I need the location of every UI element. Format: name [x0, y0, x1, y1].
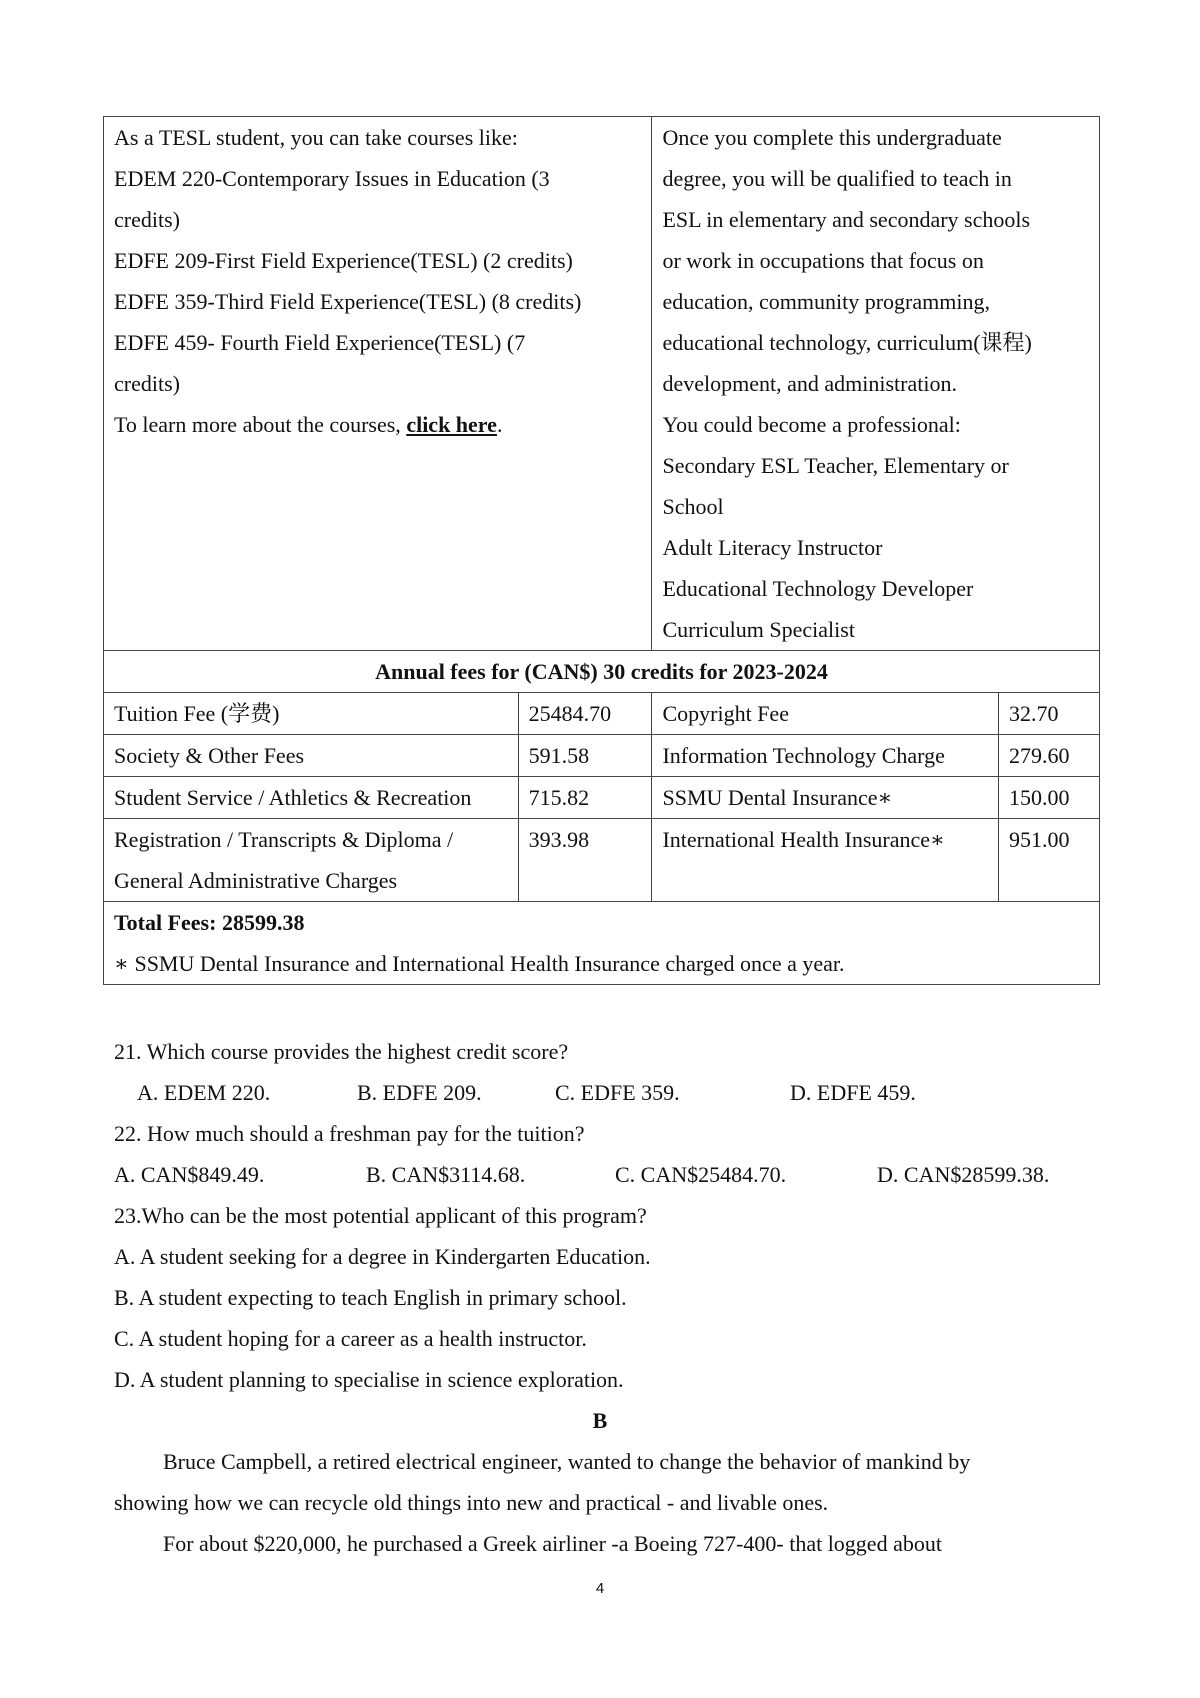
courses-line: EDFE 359-Third Field Experience(TESL) (8 credits) — [114, 289, 582, 314]
courses-line: EDFE 459- Fourth Field Experience(TESL) (7 — [114, 330, 526, 355]
q23-option-d: D. A student planning to specialise in science exploration. — [114, 1367, 624, 1392]
passage-b-line: For about $220,000, he purchased a Greek airliner -a Boeing 727-400- that logged about — [163, 1531, 942, 1556]
fee-label: Information Technology Charge — [652, 735, 999, 777]
fee-value: 591.58 — [518, 735, 652, 777]
q21-option-b: B. EDFE 209. — [357, 1080, 482, 1105]
fees-total-cell — [104, 902, 1100, 985]
careers-line: degree, you will be qualified to teach in — [662, 166, 1012, 191]
fees-title-row — [104, 651, 1100, 693]
courses-cell — [104, 117, 652, 651]
total-fees: Total Fees: 28599.38 — [114, 910, 305, 935]
q22-option-c: C. CAN$25484.70. — [615, 1162, 787, 1187]
careers-line: development, and administration. — [662, 371, 957, 396]
careers-line: School — [662, 494, 724, 519]
learn-more-prefix: To learn more about the courses, — [114, 412, 407, 437]
question-23: 23.Who can be the most potential applicant of this program? — [114, 1203, 647, 1228]
q21-option-a: A. EDEM 220. — [137, 1080, 271, 1105]
question-21: 21. Which course provides the highest credit score? — [114, 1039, 569, 1064]
fee-value: 25484.70 — [518, 693, 652, 735]
q23-option-b: B. A student expecting to teach English in primary school. — [114, 1285, 627, 1310]
click-here-link[interactable]: click here — [406, 412, 497, 437]
fee-row — [104, 735, 1100, 777]
courses-careers-row — [104, 117, 1100, 651]
fee-value: 32.70 — [999, 693, 1100, 735]
passage-b-line: showing how we can recycle old things into new and practical - and livable ones. — [114, 1490, 829, 1515]
careers-line: Educational Technology Developer — [662, 576, 974, 601]
program-info-table — [103, 116, 1100, 985]
insurance-footnote: ∗ SSMU Dental Insurance and International Health Insurance charged once a year. — [114, 951, 845, 976]
q23-option-a: A. A student seeking for a degree in Kindergarten Education. — [114, 1244, 651, 1269]
passage-b-line: Bruce Campbell, a retired electrical engineer, wanted to change the behavior of mankind by — [163, 1449, 971, 1474]
fee-value: 715.82 — [518, 777, 652, 819]
fee-label-line: Registration / Transcripts & Diploma / — [114, 827, 454, 852]
fee-label: Student Service / Athletics & Recreation — [104, 777, 519, 819]
q23-option-c: C. A student hoping for a career as a health instructor. — [114, 1326, 587, 1351]
q21-option-d: D. EDFE 459. — [790, 1080, 916, 1105]
fee-label: Tuition Fee (学费) — [104, 693, 519, 735]
careers-line: ESL in elementary and secondary schools — [662, 207, 1031, 232]
careers-line: educational technology, curriculum(课程) — [662, 330, 1032, 355]
learn-more-line — [114, 404, 641, 445]
courses-line: EDFE 209-First Field Experience(TESL) (2 credits) — [114, 248, 573, 273]
courses-line: EDEM 220-Contemporary Issues in Education (3 — [114, 166, 550, 191]
careers-line: Once you complete this undergraduate — [662, 125, 1002, 150]
careers-cell — [652, 117, 1100, 651]
section-b-heading: B — [592, 1408, 608, 1433]
q21-option-c: C. EDFE 359. — [555, 1080, 680, 1105]
q22-option-b: B. CAN$3114.68. — [366, 1162, 526, 1187]
fee-label-line: General Administrative Charges — [114, 868, 398, 893]
fee-label — [104, 819, 519, 902]
careers-line: education, community programming, — [662, 289, 990, 314]
fee-label: Copyright Fee — [652, 693, 999, 735]
page-number: 4 — [595, 1580, 605, 1597]
q22-option-a: A. CAN$849.49. — [114, 1162, 265, 1187]
courses-line: credits) — [114, 371, 180, 396]
careers-line: Curriculum Specialist — [662, 617, 855, 642]
question-22: 22. How much should a freshman pay for the tuition? — [114, 1121, 585, 1146]
courses-line: As a TESL student, you can take courses like: — [114, 125, 518, 150]
fee-label: Society & Other Fees — [104, 735, 519, 777]
fee-value: 150.00 — [999, 777, 1100, 819]
fee-label: International Health Insurance∗ — [652, 819, 999, 902]
fee-label: SSMU Dental Insurance∗ — [652, 777, 999, 819]
fees-title: Annual fees for (CAN$) 30 credits for 2023-2024 — [104, 651, 1100, 693]
fee-row — [104, 693, 1100, 735]
fees-total-row — [104, 902, 1100, 985]
fee-row — [104, 819, 1100, 902]
learn-more-suffix: . — [496, 412, 503, 437]
careers-line: Adult Literacy Instructor — [662, 535, 883, 560]
fee-value: 279.60 — [999, 735, 1100, 777]
careers-line: or work in occupations that focus on — [662, 248, 984, 273]
courses-line: credits) — [114, 207, 180, 232]
careers-line: Secondary ESL Teacher, Elementary or — [662, 453, 1009, 478]
q22-option-d: D. CAN$28599.38. — [877, 1162, 1050, 1187]
careers-line: You could become a professional: — [662, 412, 961, 437]
fee-value: 393.98 — [518, 819, 652, 902]
fee-value: 951.00 — [999, 819, 1100, 902]
fee-row — [104, 777, 1100, 819]
